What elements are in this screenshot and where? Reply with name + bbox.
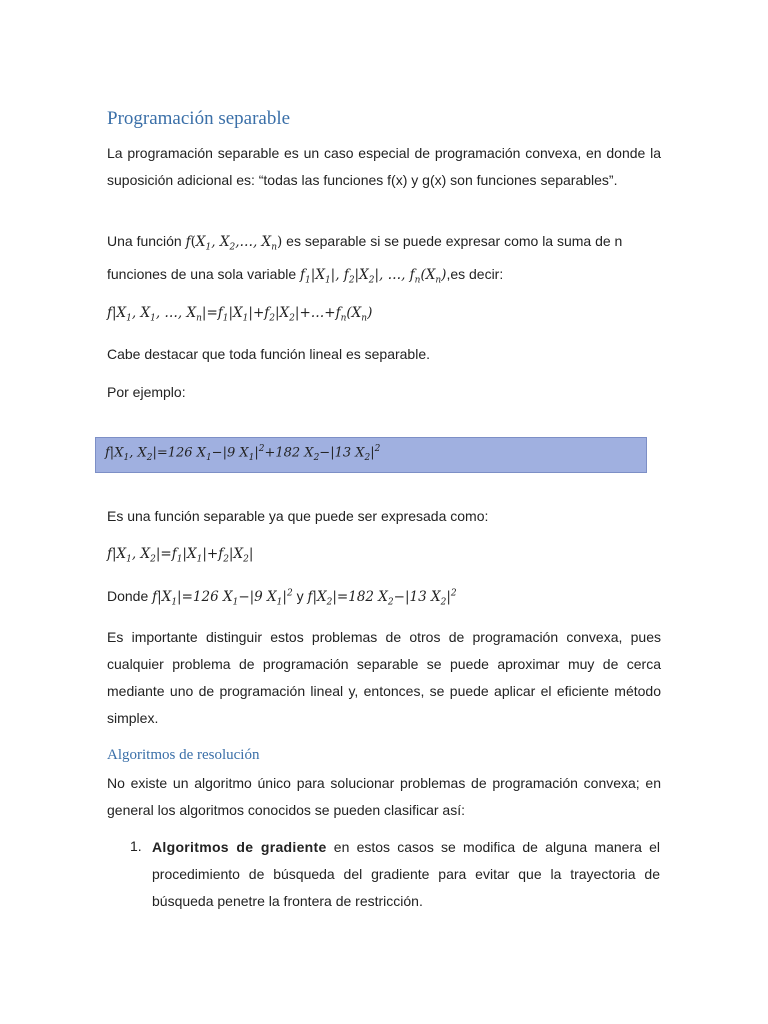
formula-f2: $f|X_2|=182$ $X_2-|13$ $X_2|^2$ xyxy=(307,588,457,608)
linear-note: Cabe destacar que toda función lineal es separable. xyxy=(107,346,430,362)
formula-f-of-xn: $f(X_1$, $X_2,\dots$, $X_n$) xyxy=(185,234,283,253)
definition-text-before: Una función xyxy=(107,233,182,249)
definition-text-after: es separable si se puede expresar como la suma de n xyxy=(286,233,623,249)
y-label: y xyxy=(296,588,304,604)
donde-line xyxy=(107,588,457,608)
list-item-text: en estos casos se modifica de alguna manera el procedimiento de búsqueda del gradiente para evitar que la trayectoria de búsqueda penetre la frontera de restricción. xyxy=(152,839,661,909)
definition2-text-after: ,es decir: xyxy=(446,266,504,282)
list-item-number: 1. xyxy=(130,838,142,854)
intro-paragraph: La programación separable es un caso especial de programación convexa, en donde la suposición adicional es: “todas las funciones f(x) y g(x) son funciones separables”. xyxy=(107,145,661,188)
section-subtitle: Algoritmos de resolución xyxy=(107,747,260,763)
example-formula-box xyxy=(95,437,647,473)
definition-line-2 xyxy=(107,266,503,286)
importance-paragraph: Es importante distinguir estos problemas de otros de programación convexa, pues cualquier problema de programación separable se puede aproximar muy de cerca mediante uno de programación lineal y, entonces, se puede aplicar el eficiente método simplex. xyxy=(107,629,661,726)
definition-line-1 xyxy=(107,233,622,253)
example-formula: $f|X_1$, $X_2|=126$ $X_1-|9$ $X_1|^2+182$ $X_2-|13$ $X_2|^2$ xyxy=(105,444,381,463)
separable-sum-formula: $f|X_1$, $X_1$, …, $X_n|=f_1|X_1|+f_2|X_2|+\dots+f_n(X_n)$ xyxy=(107,305,373,324)
donde-label: Donde xyxy=(107,588,149,604)
separable-note: Es una función separable ya que puede ser expresada como: xyxy=(107,508,489,524)
list-item xyxy=(152,834,660,915)
example-label: Por ejemplo: xyxy=(107,384,186,400)
definition2-text-before: funciones de una sola variable xyxy=(107,266,297,282)
list-item-bold: Algoritmos de gradiente xyxy=(152,839,327,855)
decomposition-formula: $f|X_1$, $X_2|=f_1|X_1|+f_2|X_2|$ xyxy=(107,546,254,565)
formula-f1: $f|X_1|=126$ $X_1-|9$ $X_1|^2$ xyxy=(152,588,293,608)
page-title: Programación separable xyxy=(107,108,291,129)
algorithms-intro: No existe un algoritmo único para solucionar problemas de programación convexa; en general los algoritmos conocidos se pueden clasificar así: xyxy=(107,775,661,818)
formula-fi-list: $f_1|X_1|$, $f_2|X_2|$, …, $f_n(X_n)$ xyxy=(300,267,447,286)
